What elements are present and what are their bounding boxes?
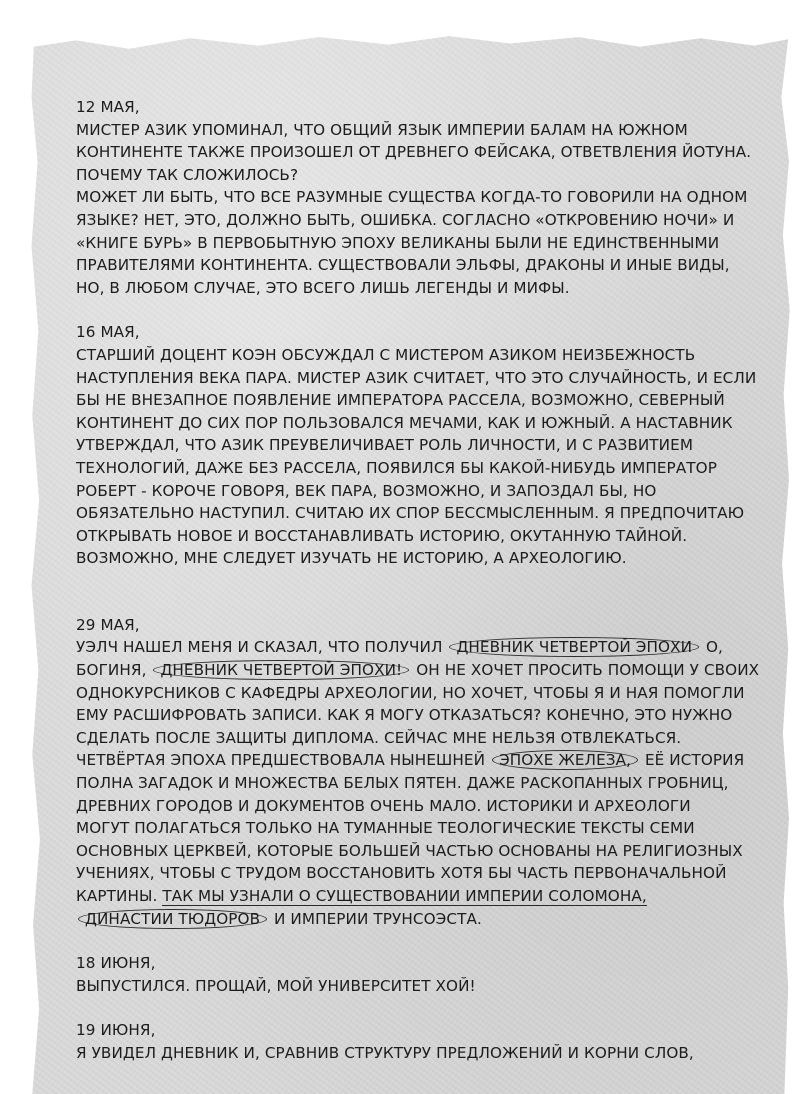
- entry-line: Я УВИДЕЛ ДНЕВНИК И, СРАВНИВ СТРУКТУРУ ПРЕДЛОЖЕНИЙ И КОРНИ СЛОВ,: [76, 1043, 694, 1062]
- entry-line: ОБЯЗАТЕЛЬНО НАСТУПИЛ. СЧИТАЮ ИХ СПОР БЕССМЫСЛЕННЫМ. Я ПРЕДПОЧИТАЮ: [76, 504, 745, 523]
- entry-line: «КНИГЕ БУРЬ» В ПЕРВОБЫТНУЮ ЭПОХУ ВЕЛИКАНЫ БЫЛИ НЕ ЕДИНСТВЕННЫМИ: [76, 233, 720, 252]
- line-text: ОН НЕ ХОЧЕТ ПРОСИТЬ ПОМОЩИ У СВОИХ: [416, 661, 760, 680]
- entry-date: 16 МАЯ,: [76, 323, 140, 342]
- underlined-phrase: ТАК МЫ УЗНАЛИ О СУЩЕСТВОВАНИИ ИМПЕРИИ СОЛОМОНА,: [162, 887, 647, 905]
- circled-phrase: ЭПОХЕ ЖЕЛЕЗА,: [492, 750, 638, 770]
- entry-line: УЧЕНИЯХ, ЧТОБЫ С ТРУДОМ ВОССТАНОВИТЬ ХОТЯ БЫ ЧАСТЬ ПЕРВОНАЧАЛЬНОЙ: [76, 864, 727, 883]
- line-text: И ИМПЕРИИ ТРУНСОЭСТА.: [274, 909, 482, 928]
- circled-phrase: ДИНАСТИИ ТЮДОРОВ: [78, 909, 267, 929]
- entry-line: ДРЕВНИХ ГОРОДОВ И ДОКУМЕНТОВ ОЧЕНЬ МАЛО. ИСТОРИКИ И АРХЕОЛОГИ: [76, 796, 691, 815]
- entry-line: ПОЛНА ЗАГАДОК И МНОЖЕСТВА БЕЛЫХ ПЯТЕН. ДАЖЕ РАСКОПАННЫХ ГРОБНИЦ,: [76, 774, 729, 793]
- circled-phrase: ДНЕВНИК ЧЕТВЕРТОЙ ЭПОХИ!: [153, 660, 409, 680]
- circled-phrase: ДНЕВНИК ЧЕТВЕРТОЙ ЭПОХИ: [449, 637, 699, 657]
- diary-entry-18-june: [76, 952, 776, 997]
- entry-line: [76, 636, 776, 659]
- entry-line: [76, 885, 776, 908]
- entry-line: СДЕЛАТЬ ПОСЛЕ ЗАЩИТЫ ДИПЛОМА. СЕЙЧАС МНЕ НЕЛЬЗЯ ОТВЛЕКАТЬСЯ.: [76, 728, 682, 747]
- entry-line: СТАРШИЙ ДОЦЕНТ КОЭН ОБСУЖДАЛ С МИСТЕРОМ АЗИКОМ НЕИЗБЕЖНОСТЬ: [76, 345, 696, 364]
- entry-line: КОНТИНЕНТ ДО СИХ ПОР ПОЛЬЗОВАЛСЯ МЕЧАМИ, КАК И ЮЖНЫЙ. А НАСТАВНИК: [76, 413, 733, 432]
- entry-line: [76, 749, 776, 772]
- entry-date: 18 ИЮНЯ,: [76, 954, 156, 973]
- entry-date: 29 МАЯ,: [76, 615, 140, 634]
- entry-line: ПОЧЕМУ ТАК СЛОЖИЛОСЬ?: [76, 165, 299, 184]
- entry-line: НАСТУПЛЕНИЯ ВЕКА ПАРА. МИСТЕР АЗИК СЧИТАЕТ, ЧТО ЭТО СЛУЧАЙНОСТЬ, И ЕСЛИ: [76, 368, 757, 387]
- entry-line: МОГУТ ПОЛАГАТЬСЯ ТОЛЬКО НА ТУМАННЫЕ ТЕОЛОГИЧЕСКИЕ ТЕКСТЫ СЕМИ: [76, 819, 695, 838]
- line-text: ЕЁ ИСТОРИЯ: [644, 751, 745, 770]
- entry-line: ВЫПУСТИЛСЯ. ПРОЩАЙ, МОЙ УНИВЕРСИТЕТ ХОЙ!: [76, 976, 476, 995]
- diary-entry-12-may: [76, 96, 776, 299]
- entry-line: ОСНОВНЫХ ЦЕРКВЕЙ, КОТОРЫЕ БОЛЬШЕЙ ЧАСТЬЮ ОСНОВАНЫ НА РЕЛИГИОЗНЫХ: [76, 841, 743, 860]
- entry-date: 19 ИЮНЯ,: [76, 1021, 156, 1040]
- diary-text: [76, 96, 776, 1065]
- entry-line: МОЖЕТ ЛИ БЫТЬ, ЧТО ВСЕ РАЗУМНЫЕ СУЩЕСТВА КОГДА-ТО ГОВОРИЛИ НА ОДНОМ: [76, 188, 748, 207]
- entry-line: ОТКРЫВАТЬ НОВОЕ И ВОССТАНАВЛИВАТЬ ИСТОРИЮ, ОКУТАННУЮ ТАЙНОЙ.: [76, 526, 688, 545]
- entry-line: ОДНОКУРСНИКОВ С КАФЕДРЫ АРХЕОЛОГИИ, НО ХОЧЕТ, ЧТОБЫ Я И НАЯ ПОМОГЛИ: [76, 683, 745, 702]
- entry-line: ЕМУ РАСШИФРОВАТЬ ЗАПИСИ. КАК Я МОГУ ОТКАЗАТЬСЯ? КОНЕЧНО, ЭТО НУЖНО: [76, 706, 733, 725]
- entry-line: ТЕХНОЛОГИЙ, ДАЖЕ БЕЗ РАССЕЛА, ПОЯВИЛСЯ БЫ КАКОЙ-НИБУДЬ ИМПЕРАТОР: [76, 458, 717, 477]
- entry-line: ВОЗМОЖНО, МНЕ СЛЕДУЕТ ИЗУЧАТЬ НЕ ИСТОРИЮ, А АРХЕОЛОГИЮ.: [76, 549, 627, 568]
- entry-date: 12 МАЯ,: [76, 98, 140, 116]
- line-text: О,: [706, 638, 723, 657]
- line-text: УЭЛЧ НАШЕЛ МЕНЯ И СКАЗАЛ, ЧТО ПОЛУЧИЛ: [76, 638, 443, 657]
- entry-line: ЯЗЫКЕ? НЕТ, ЭТО, ДОЛЖНО БЫТЬ, ОШИБКА. СОГЛАСНО «ОТКРОВЕНИЮ НОЧИ» И: [76, 210, 735, 229]
- line-text: КАРТИНЫ.: [76, 887, 158, 905]
- line-text: ЧЕТВЁРТАЯ ЭПОХА ПРЕДШЕСТВОВАЛА НЫНЕШНЕЙ: [76, 751, 486, 770]
- entry-line: ПРАВИТЕЛЯМИ КОНТИНЕНТА. СУЩЕСТВОВАЛИ ЭЛЬФЫ, ДРАКОНЫ И ИНЫЕ ВИДЫ,: [76, 256, 730, 275]
- diary-entry-19-june: [76, 1019, 776, 1064]
- entry-line: БЫ НЕ ВНЕЗАПНОЕ ПОЯВЛЕНИЕ ИМПЕРАТОРА РАССЕЛА, ВОЗМОЖНО, СЕВЕРНЫЙ: [76, 391, 725, 410]
- entry-line: КОНТИНЕНТЕ ТАКЖЕ ПРОИЗОШЕЛ ОТ ДРЕВНЕГО ФЕЙСАКА, ОТВЕТВЛЕНИЯ ЙОТУНА.: [76, 143, 752, 162]
- entry-line: РОБЕРТ - КОРОЧЕ ГОВОРЯ, ВЕК ПАРА, ВОЗМОЖНО, И ЗАПОЗДАЛ БЫ, НО: [76, 481, 657, 500]
- entry-line: [76, 659, 776, 682]
- diary-entry-16-may: [76, 321, 776, 570]
- entry-line: [76, 908, 776, 931]
- diary-entry-29-may: [76, 614, 776, 930]
- line-text: БОГИНЯ,: [76, 661, 147, 680]
- entry-line: УТВЕРЖДАЛ, ЧТО АЗИК ПРЕУВЕЛИЧИВАЕТ РОЛЬ ЛИЧНОСТИ, И С РАЗВИТИЕМ: [76, 436, 694, 455]
- entry-line: НО, В ЛЮБОМ СЛУЧАЕ, ЭТО ВСЕГО ЛИШЬ ЛЕГЕНДЫ И МИФЫ.: [76, 278, 570, 297]
- entry-line: МИСТЕР АЗИК УПОМИНАЛ, ЧТО ОБЩИЙ ЯЗЫК ИМПЕРИИ БАЛАМ НА ЮЖНОМ: [76, 120, 688, 139]
